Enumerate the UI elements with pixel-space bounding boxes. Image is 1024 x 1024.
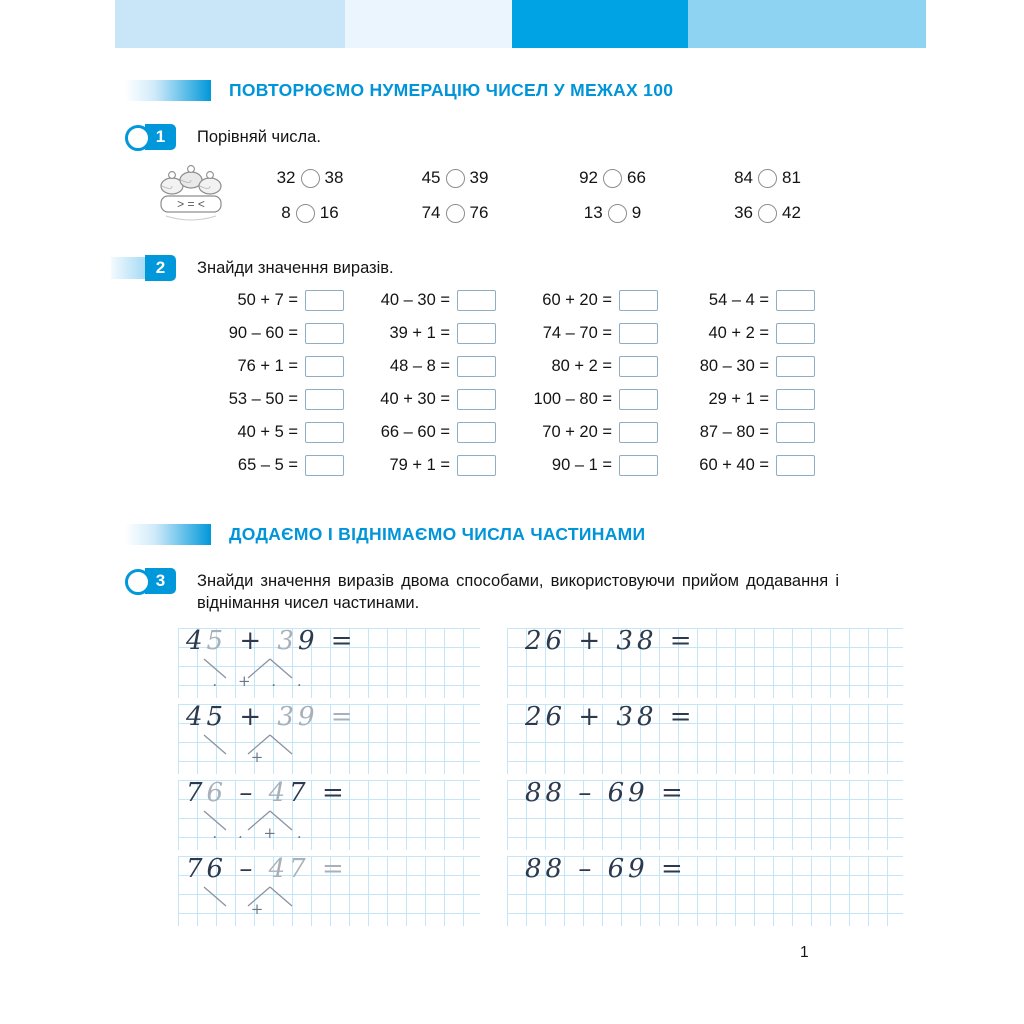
work-area[interactable] — [507, 704, 903, 774]
digit: 4 — [186, 626, 207, 656]
exercise1-number: 1 — [145, 124, 176, 150]
answer-box[interactable] — [619, 356, 658, 377]
digit: 4 — [186, 702, 207, 732]
digit-traced: 4 — [268, 854, 290, 884]
banner-segment-bright — [512, 0, 688, 48]
decomposition-hint: . . + . — [212, 824, 310, 842]
expression-cell — [496, 290, 658, 310]
section2-title-row — [125, 524, 645, 545]
comparison-row-1 — [240, 168, 850, 188]
right-number: 38 — [324, 168, 344, 187]
comparison-circle[interactable] — [603, 169, 622, 188]
answer-box[interactable] — [305, 290, 344, 311]
expression-cell — [168, 422, 344, 442]
exercise2-header — [125, 255, 394, 281]
comparison-circle[interactable] — [446, 204, 465, 223]
badge-gradient-strip — [111, 257, 149, 279]
expression-cell — [496, 356, 658, 376]
answer-box[interactable] — [776, 356, 815, 377]
handwritten-expression — [186, 702, 357, 732]
comparison-circle[interactable] — [758, 204, 777, 223]
comparison-item — [695, 168, 840, 188]
comparison-circle[interactable] — [296, 204, 315, 223]
handwritten-expression: 88 – 69 = — [525, 778, 687, 808]
expression-label: 39 + 1 = — [389, 323, 450, 342]
expression-label: 29 + 1 = — [708, 389, 769, 408]
left-number: 8 — [281, 203, 291, 222]
expression-label: 65 – 5 = — [237, 455, 298, 474]
work-area[interactable] — [507, 628, 903, 698]
answer-box[interactable] — [457, 455, 496, 476]
answer-box[interactable] — [776, 323, 815, 344]
work-area[interactable] — [178, 704, 480, 774]
worksheet-grid — [178, 628, 903, 926]
operator: + — [227, 626, 278, 656]
exercise2-badge — [125, 255, 183, 281]
answer-box[interactable] — [619, 422, 658, 443]
answer-box[interactable] — [457, 356, 496, 377]
expression-cell — [344, 389, 496, 409]
section2-badge — [125, 524, 211, 545]
decomposition-hint: . + . . — [212, 672, 310, 690]
exercise2-prompt: Знайди значення виразів. — [197, 259, 394, 277]
expression-cell — [658, 455, 815, 475]
answer-box[interactable] — [305, 389, 344, 410]
comparison-circle[interactable] — [608, 204, 627, 223]
answer-box[interactable] — [776, 389, 815, 410]
expression-label: 50 + 7 = — [237, 290, 298, 309]
expression-label: 54 – 4 = — [708, 290, 769, 309]
left-number: 74 — [421, 203, 441, 222]
expression-cell — [168, 290, 344, 310]
answer-box[interactable] — [619, 323, 658, 344]
answer-box[interactable] — [305, 455, 344, 476]
expression-grid — [168, 290, 815, 475]
expression-label: 74 – 70 = — [542, 323, 612, 342]
section2-title: ДОДАЄМО І ВІДНІМАЄМО ЧИСЛА ЧАСТИНАМИ — [229, 524, 646, 544]
answer-box[interactable] — [776, 422, 815, 443]
left-number: 45 — [421, 168, 441, 187]
section1-badge — [125, 80, 211, 101]
banner-segment-end — [926, 0, 1024, 48]
answer-box[interactable] — [776, 455, 815, 476]
comparison-item — [380, 203, 530, 223]
expression-cell — [344, 455, 496, 475]
comparison-circle[interactable] — [446, 169, 465, 188]
expression-cell — [496, 389, 658, 409]
answer-box[interactable] — [619, 389, 658, 410]
expression-label: 60 + 40 = — [699, 455, 769, 474]
handwritten-expression: 26 + 38 = — [525, 626, 696, 656]
comparison-item — [240, 168, 380, 188]
banner-segment-light — [115, 0, 345, 48]
expression-label: 66 – 60 = — [380, 422, 450, 441]
expression-label: 40 + 2 = — [708, 323, 769, 342]
left-number: 13 — [583, 203, 603, 222]
exercise-circle-icon — [125, 569, 151, 595]
exercise-circle-icon — [125, 125, 151, 151]
digit-traced: 6 — [206, 778, 228, 808]
answer-box[interactable] — [619, 455, 658, 476]
expression-label: 53 – 50 = — [228, 389, 298, 408]
digit-traced: 5 — [206, 626, 228, 656]
work-area[interactable] — [507, 856, 903, 926]
expression-cell — [344, 356, 496, 376]
section1-title: ПОВТОРЮЄМО НУМЕРАЦІЮ ЧИСЕЛ У МЕЖАХ 100 — [229, 80, 674, 100]
answer-box[interactable] — [305, 422, 344, 443]
comparison-item — [695, 203, 840, 223]
expression-cell — [344, 323, 496, 343]
expression-label: 90 – 60 = — [228, 323, 298, 342]
expression-cell — [168, 323, 344, 343]
expression-label: 100 – 80 = — [533, 389, 612, 408]
answer-box[interactable] — [776, 290, 815, 311]
exercise1-prompt: Порівняй числа. — [197, 128, 321, 146]
section1-title-row — [125, 80, 673, 101]
exercise3-badge — [125, 568, 183, 594]
decomposition-hint: + — [250, 900, 272, 918]
expression-label: 76 + 1 = — [237, 356, 298, 375]
expression-cell — [168, 356, 344, 376]
right-number: 66 — [627, 168, 646, 187]
digit-traced: 9 = — [297, 702, 357, 732]
answer-box[interactable] — [305, 323, 344, 344]
expression-label: 80 + 2 = — [551, 356, 612, 375]
expression-label: 40 + 30 = — [380, 389, 450, 408]
digit-traced: 7 = — [289, 854, 348, 884]
exercise2-number: 2 — [145, 255, 176, 281]
expression-label: 40 – 30 = — [380, 290, 450, 309]
handwritten-expression — [186, 854, 348, 884]
left-number: 32 — [276, 168, 296, 187]
expression-cell — [658, 389, 815, 409]
digit: 7 — [186, 778, 207, 808]
comparison-circle[interactable] — [301, 169, 320, 188]
operator: + — [227, 702, 278, 732]
handwritten-expression: 26 + 38 = — [525, 702, 696, 732]
expression-cell — [344, 290, 496, 310]
right-number: 39 — [469, 168, 489, 187]
answer-box[interactable] — [305, 356, 344, 377]
expression-cell — [168, 455, 344, 475]
answer-box[interactable] — [457, 389, 496, 410]
expression-label: 79 + 1 = — [389, 455, 450, 474]
expression-label: 60 + 20 = — [542, 290, 612, 309]
expression-cell — [496, 323, 658, 343]
work-area[interactable] — [178, 856, 480, 926]
expression-label: 87 – 80 = — [699, 422, 769, 441]
expression-cell — [496, 422, 658, 442]
exercise1-badge — [125, 124, 183, 150]
banner-segment-spacer — [0, 0, 115, 48]
comparison-item — [530, 168, 695, 188]
digit-traced: 4 — [268, 778, 290, 808]
comparison-item — [240, 203, 380, 223]
work-area[interactable] — [507, 780, 903, 850]
expression-label: 40 + 5 = — [237, 422, 298, 441]
answer-box[interactable] — [457, 323, 496, 344]
expression-cell — [168, 389, 344, 409]
turtles-icon — [158, 164, 224, 226]
banner-segment-medium — [688, 0, 926, 48]
right-number: 81 — [782, 168, 801, 187]
right-number: 42 — [782, 203, 801, 222]
comparison-circle[interactable] — [758, 169, 777, 188]
operator: – — [227, 854, 269, 884]
digit: 9 = — [297, 626, 357, 656]
exercise3-number: 3 — [145, 568, 176, 594]
answer-box[interactable] — [457, 422, 496, 443]
expression-cell — [658, 323, 815, 343]
work-area[interactable] — [178, 780, 480, 850]
digit: 7 = — [289, 778, 348, 808]
comparison-item — [380, 168, 530, 188]
digit: 7 — [186, 854, 207, 884]
expression-label: 48 – 8 = — [389, 356, 450, 375]
exercise1-header — [125, 124, 321, 150]
handwritten-expression — [186, 626, 357, 656]
expression-cell — [658, 290, 815, 310]
expression-label: 90 – 1 = — [551, 455, 612, 474]
right-number: 16 — [319, 203, 339, 222]
comparison-item — [530, 203, 695, 223]
handwritten-expression — [186, 778, 348, 808]
left-number: 84 — [734, 168, 753, 187]
operator: – — [227, 778, 269, 808]
expression-cell — [496, 455, 658, 475]
answer-box[interactable] — [619, 290, 658, 311]
digit-traced: 3 — [277, 702, 298, 732]
right-number: 9 — [631, 203, 642, 222]
expression-label: 70 + 20 = — [542, 422, 612, 441]
right-number: 76 — [469, 203, 489, 222]
handwritten-expression: 88 – 69 = — [525, 854, 687, 884]
expression-cell — [344, 422, 496, 442]
expression-cell — [658, 422, 815, 442]
digit: 5 — [206, 702, 228, 732]
decomposition-hint: + — [250, 748, 272, 766]
expression-cell — [658, 356, 815, 376]
page-number: 1 — [800, 944, 809, 961]
comparison-signs-label: > = < — [177, 197, 205, 211]
expression-label: 80 – 30 = — [699, 356, 769, 375]
answer-box[interactable] — [457, 290, 496, 311]
banner-segment-pale — [345, 0, 512, 48]
left-number: 92 — [579, 168, 598, 187]
top-banner — [0, 0, 1024, 48]
work-area[interactable] — [178, 628, 480, 698]
left-number: 36 — [734, 203, 753, 222]
digit: 6 — [206, 854, 228, 884]
comparison-row-2 — [240, 203, 850, 223]
turtles-illustration — [158, 164, 224, 231]
exercise3-header — [125, 568, 839, 614]
exercise3-prompt: Знайди значення виразів двома способами, використовуючи прийом додавання і віднімання чисел частинами. — [197, 572, 839, 612]
digit-traced: 3 — [277, 626, 298, 656]
